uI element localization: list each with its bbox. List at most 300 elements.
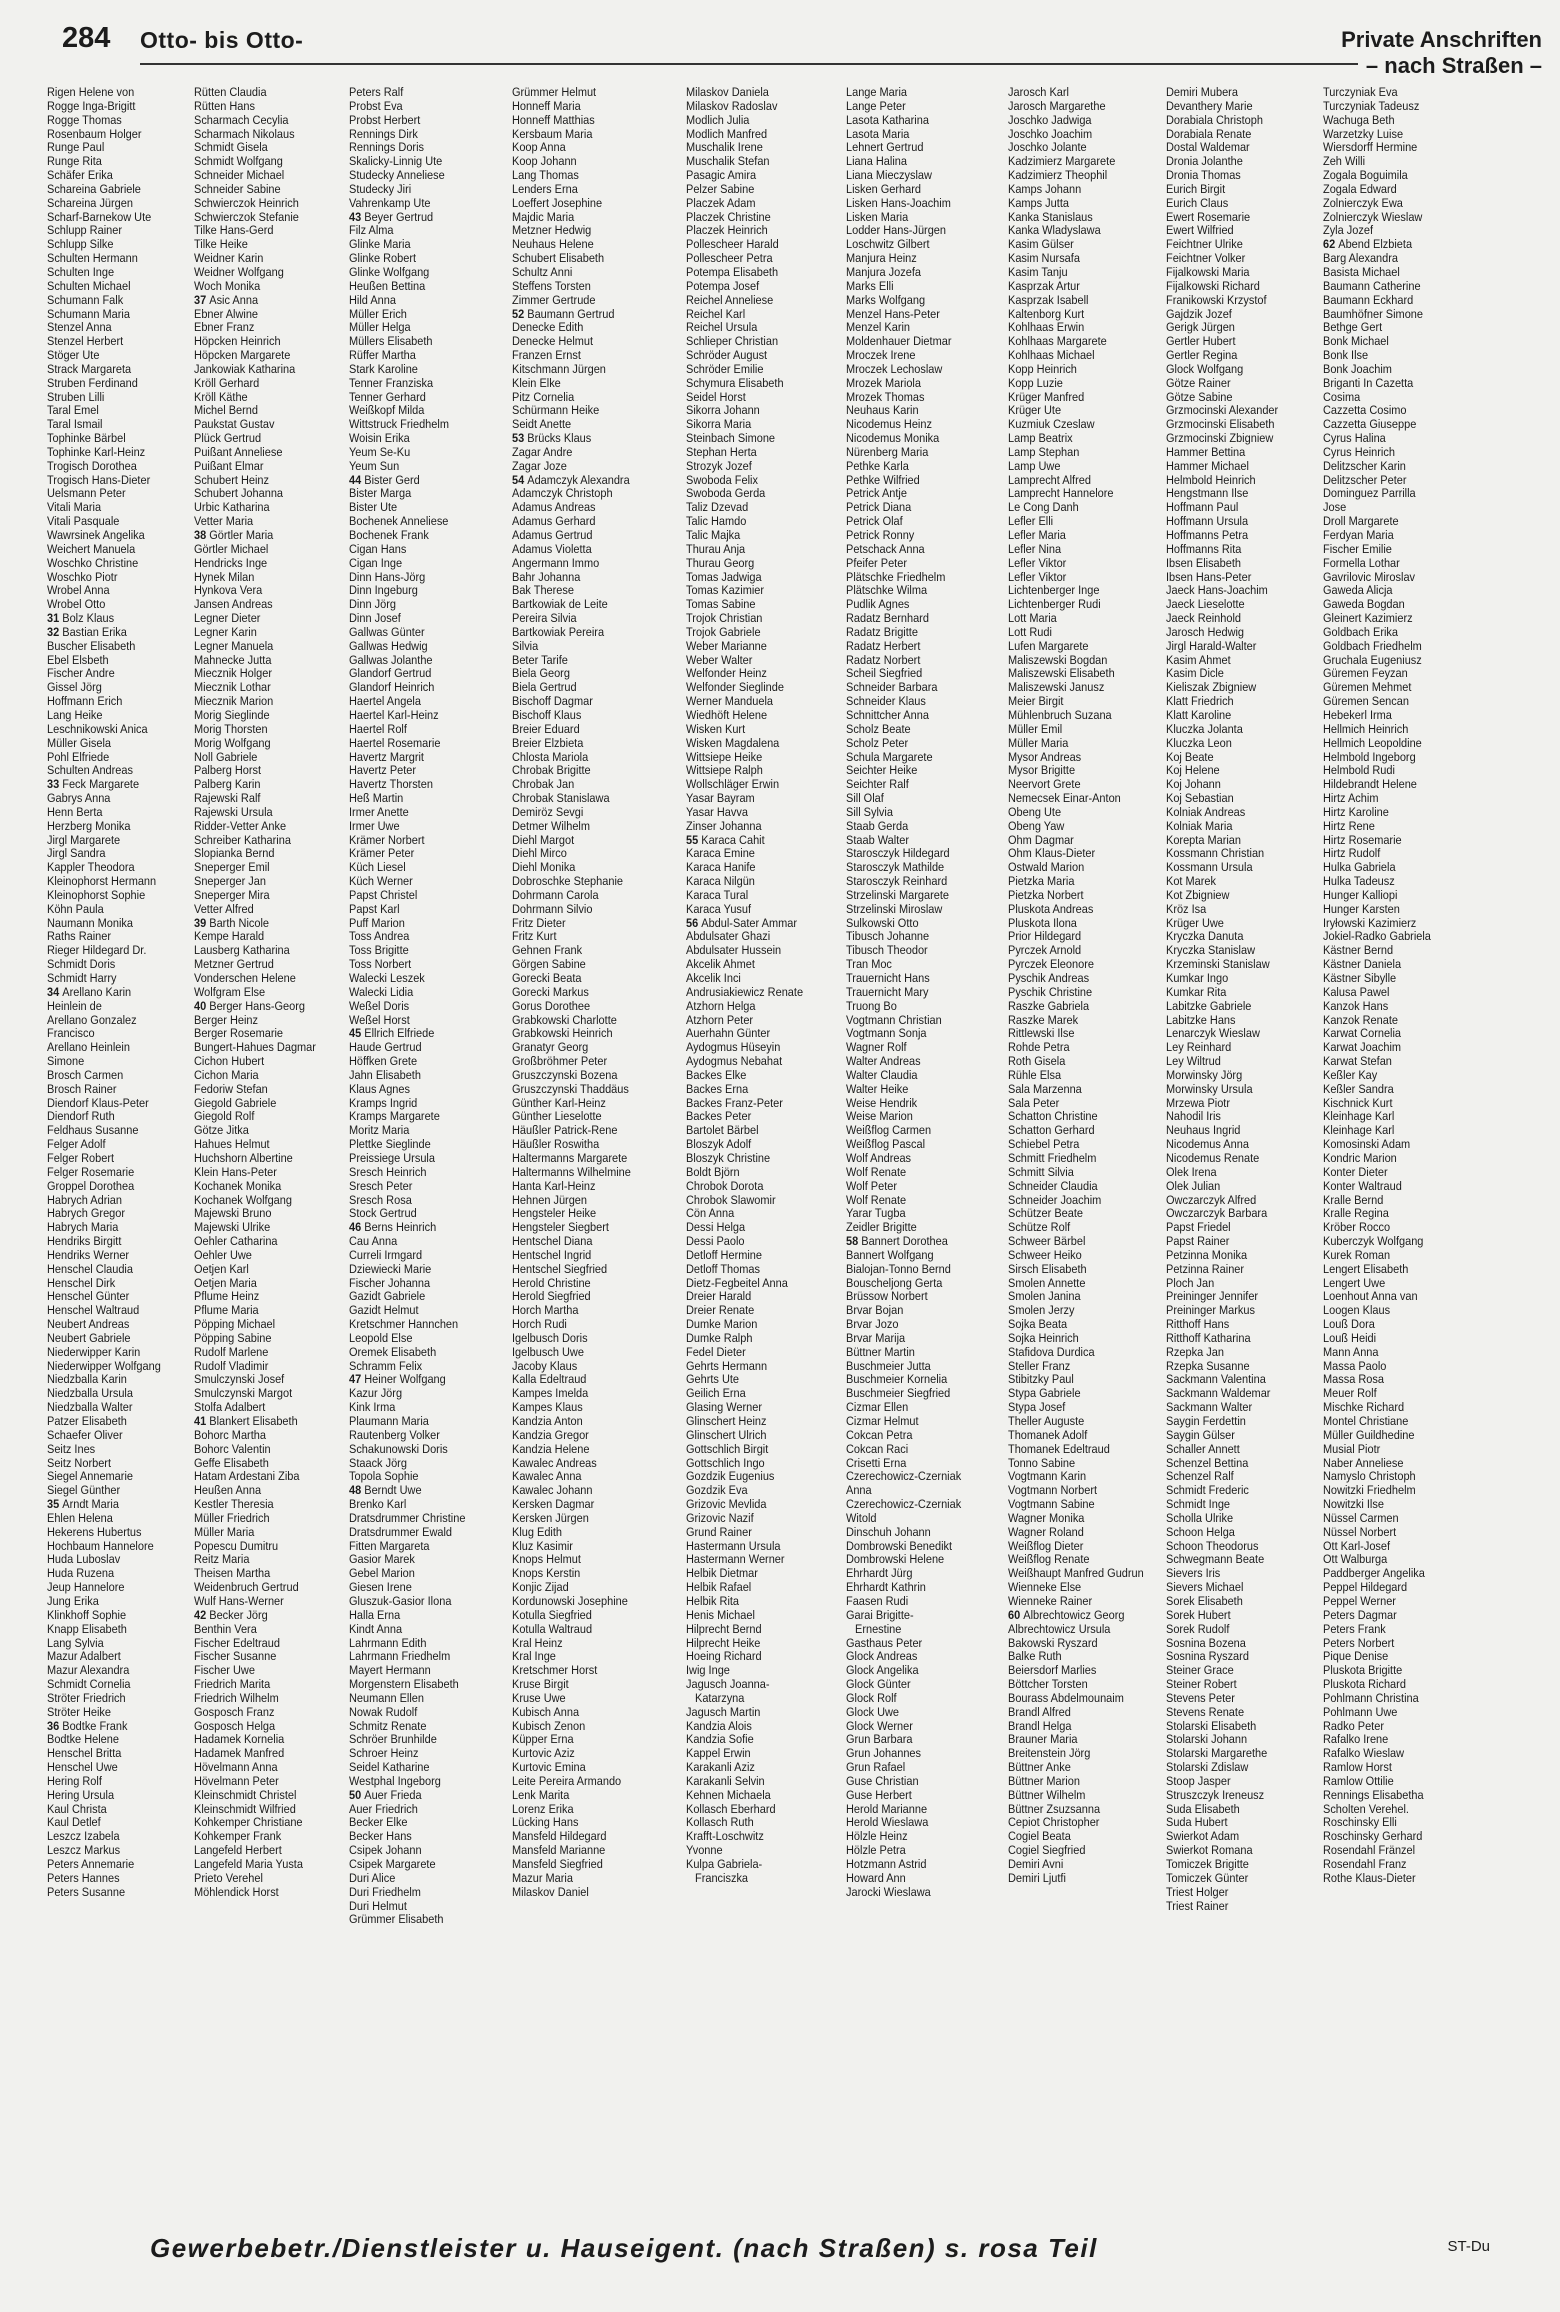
directory-entry: Detloff Hermine bbox=[686, 1247, 763, 1262]
directory-column bbox=[47, 86, 173, 1900]
directory-entry: Ibsen Hans-Peter bbox=[1166, 569, 1252, 584]
directory-entry: Kralle Bernd bbox=[1323, 1192, 1384, 1207]
directory-entry: 53 Brücks Klaus bbox=[512, 431, 592, 446]
directory-entry: Liana Mieczyslaw bbox=[846, 168, 932, 183]
directory-entry: Hendriks Birgitt bbox=[47, 1234, 122, 1249]
directory-entry: Schoon Theodorus bbox=[1166, 1538, 1259, 1553]
directory-entry: Probst Herbert bbox=[349, 112, 421, 127]
directory-entry: Mann Anna bbox=[1323, 1344, 1379, 1359]
directory-entry: Duri Friedhelm bbox=[349, 1884, 421, 1899]
directory-entry: Delitzscher Karin bbox=[1323, 458, 1406, 473]
directory-entry: Cogiel Beata bbox=[1008, 1829, 1071, 1844]
directory-entry: Plettke Sieglinde bbox=[349, 1137, 431, 1152]
directory-entry: Hastermann Werner bbox=[686, 1552, 785, 1567]
directory-entry: Kawalec Andreas bbox=[512, 1455, 597, 1470]
directory-entry: Seitz Norbert bbox=[47, 1455, 112, 1470]
directory-entry: Knops Kerstin bbox=[512, 1566, 581, 1581]
directory-entry: Kohlhaas Margarete bbox=[1008, 334, 1107, 349]
directory-entry: Kasim Gülser bbox=[1008, 237, 1074, 252]
directory-entry: Ridder-Vetter Anke bbox=[194, 818, 287, 833]
directory-entry: Fischer Johanna bbox=[349, 1275, 431, 1290]
directory-entry: Atzhorn Peter bbox=[686, 1012, 754, 1027]
directory-entry: Rüffer Martha bbox=[349, 348, 416, 363]
directory-entry: Krüger Ute bbox=[1008, 403, 1062, 418]
directory-entry: Joschko Joachim bbox=[1008, 126, 1093, 141]
house-number: 48 bbox=[349, 1483, 365, 1498]
directory-entry: Triest Rainer bbox=[1166, 1898, 1229, 1913]
directory-entry: Bartkowiak de Leite bbox=[512, 597, 608, 612]
directory-entry: Schweer Heiko bbox=[1008, 1247, 1082, 1262]
directory-entry: Lorenz Erika bbox=[512, 1801, 574, 1816]
directory-entry: Kretschmer Hannchen bbox=[349, 1317, 459, 1332]
directory-entry: Haude Gertrud bbox=[349, 1040, 422, 1055]
directory-column bbox=[512, 86, 644, 1900]
directory-entry: Marks Elli bbox=[846, 278, 894, 293]
directory-entry: Legner Manuela bbox=[194, 638, 274, 653]
directory-entry: Karakanli Selvin bbox=[686, 1773, 765, 1788]
directory-entry: Hering Rolf bbox=[47, 1773, 102, 1788]
directory-entry: Vonderschen Helene bbox=[194, 971, 296, 985]
directory-entry: Steller Franz bbox=[1008, 1358, 1071, 1373]
directory-entry: Breier Elzbieta bbox=[512, 735, 584, 750]
directory-entry: Maliszewski Janusz bbox=[1008, 680, 1105, 695]
directory-entry: Petrick Diana bbox=[846, 500, 912, 515]
directory-entry: Gallwas Günter bbox=[349, 624, 425, 639]
directory-entry: Lamp Uwe bbox=[1008, 458, 1061, 473]
directory-entry: Gajdzik Jozef bbox=[1166, 306, 1232, 321]
directory-entry: Baumhöfner Simone bbox=[1323, 306, 1423, 321]
directory-entry: Stafidova Durdica bbox=[1008, 1344, 1095, 1359]
directory-entry: Herold Marianne bbox=[846, 1801, 928, 1816]
directory-entry: Sala Marzenna bbox=[1008, 1081, 1082, 1096]
directory-entry: Bonk Joachim bbox=[1323, 361, 1392, 376]
directory-entry: Hoffmann Ursula bbox=[1166, 514, 1249, 529]
directory-entry: Friedrich Wilhelm bbox=[194, 1690, 279, 1705]
directory-entry: Glandorf Gertrud bbox=[349, 666, 432, 681]
directory-entry: Schröer Brunhilde bbox=[349, 1732, 437, 1747]
directory-entry: Wagner Monika bbox=[1008, 1510, 1085, 1525]
directory-entry: Sresch Heinrich bbox=[349, 1164, 427, 1179]
directory-entry: Buscher Elisabeth bbox=[47, 638, 136, 653]
directory-entry: Lefler Viktor bbox=[1008, 569, 1067, 584]
directory-entry: Joschko Jadwiga bbox=[1008, 112, 1092, 127]
directory-entry: Placzek Christine bbox=[686, 209, 771, 224]
directory-entry: Kestler Theresia bbox=[194, 1497, 274, 1512]
directory-entry: Kersbaum Maria bbox=[512, 126, 593, 141]
directory-entry: Legner Dieter bbox=[194, 611, 261, 626]
house-number: 38 bbox=[194, 528, 210, 542]
directory-entry: Klinkhoff Sophie bbox=[47, 1607, 127, 1622]
directory-entry: Suda Hubert bbox=[1166, 1815, 1228, 1830]
directory-entry: Kollasch Eberhard bbox=[686, 1801, 776, 1816]
directory-entry: Haltermanns Margarete bbox=[512, 1150, 628, 1165]
directory-entry: Taral Ismail bbox=[47, 417, 103, 432]
directory-entry: Puißant Elmar bbox=[194, 458, 264, 473]
directory-entry: Köhn Paula bbox=[47, 901, 104, 916]
directory-entry: Starosczyk Reinhard bbox=[846, 874, 948, 889]
directory-entry: Studecky Jiri bbox=[349, 181, 412, 196]
directory-entry: Ramlow Ottilie bbox=[1323, 1773, 1394, 1788]
directory-entry: Glock Angelika bbox=[846, 1663, 919, 1678]
directory-entry: Hengstmann Ilse bbox=[1166, 486, 1249, 501]
directory-entry: Stoop Jasper bbox=[1166, 1773, 1231, 1788]
directory-entry: Lasota Katharina bbox=[846, 112, 929, 127]
directory-entry: Duri Alice bbox=[349, 1870, 396, 1885]
directory-entry: Lamprecht Alfred bbox=[1008, 472, 1091, 487]
directory-entry: Bodtke Helene bbox=[47, 1732, 119, 1747]
directory-entry: Aydogmus Nebahat bbox=[686, 1054, 783, 1069]
directory-entry: Zinser Johanna bbox=[686, 818, 762, 833]
directory-entry: Kleinschmidt Christel bbox=[194, 1787, 297, 1802]
directory-entry: Kamps Jutta bbox=[1008, 195, 1069, 210]
directory-entry: Kandzia Sofie bbox=[686, 1732, 754, 1747]
directory-entry: Tilke Heike bbox=[194, 237, 248, 252]
directory-entry: Klein Hans-Peter bbox=[194, 1164, 277, 1179]
directory-entry: Hild Anna bbox=[349, 292, 396, 307]
directory-entry: Habrych Gregor bbox=[47, 1206, 126, 1221]
directory-entry: Dreier Renate bbox=[686, 1303, 755, 1318]
directory-entry: 44 Bister Gerd bbox=[349, 472, 420, 487]
directory-entry: Backes Franz-Peter bbox=[686, 1095, 783, 1110]
directory-entry: Wiedhöft Helene bbox=[686, 707, 768, 722]
directory-entry: Petzinna Monika bbox=[1166, 1247, 1248, 1262]
directory-entry: Kästner Daniela bbox=[1323, 957, 1402, 972]
directory-entry: Hoffmann Paul bbox=[1166, 500, 1239, 515]
directory-entry: Helbik Rafael bbox=[686, 1580, 752, 1595]
directory-entry: Musial Piotr bbox=[1323, 1441, 1381, 1456]
directory-entry: Placzek Adam bbox=[686, 195, 756, 210]
directory-entry: Hirtz Karoline bbox=[1323, 804, 1389, 819]
directory-entry: Müller Maria bbox=[194, 1524, 255, 1539]
directory-entry: Bloszyk Christine bbox=[686, 1150, 771, 1165]
directory-entry: Cepiot Christopher bbox=[1008, 1815, 1100, 1830]
directory-entry: Walter Andreas bbox=[846, 1054, 921, 1069]
directory-entry: Rosenbaum Holger bbox=[47, 126, 142, 141]
directory-entry: Pyrczek Arnold bbox=[1008, 943, 1082, 958]
directory-entry: Henn Berta bbox=[47, 804, 103, 819]
directory-entry: Pollescheer Harald bbox=[686, 237, 779, 252]
directory-entry: Becker Hans bbox=[349, 1829, 412, 1844]
directory-entry: Theisen Martha bbox=[194, 1566, 271, 1581]
directory-entry: Seidt Anette bbox=[512, 417, 572, 432]
directory-entry: Stypa Gabriele bbox=[1008, 1386, 1081, 1401]
directory-entry: Havertz Thorsten bbox=[349, 777, 433, 792]
directory-entry: Massa Rosa bbox=[1323, 1372, 1384, 1387]
directory-entry: Kanka Wladyslawa bbox=[1008, 223, 1101, 238]
directory-entry: 31 Bolz Klaus bbox=[47, 611, 115, 626]
directory-entry: Kochanek Wolfgang bbox=[194, 1192, 292, 1207]
directory-entry: Dessi Helga bbox=[686, 1220, 746, 1235]
directory-entry: Pöpping Michael bbox=[194, 1317, 276, 1332]
directory-entry: Lamp Stephan bbox=[1008, 444, 1080, 459]
directory-entry: Schaller Annett bbox=[1166, 1441, 1240, 1456]
directory-entry: Schakunowski Doris bbox=[349, 1441, 448, 1456]
directory-entry: Moritz Maria bbox=[349, 1123, 410, 1138]
directory-entry: Karaca Nilgün bbox=[686, 874, 755, 889]
directory-entry: Smulczynski Josef bbox=[194, 1372, 285, 1387]
directory-entry: Schumann Falk bbox=[47, 292, 124, 307]
directory-entry: Adamczyk Christoph bbox=[512, 486, 613, 501]
directory-entry: Potempa Josef bbox=[686, 278, 760, 293]
directory-entry: 48 Berndt Uwe bbox=[349, 1483, 422, 1498]
directory-entry: Meuer Rolf bbox=[1323, 1386, 1377, 1401]
directory-entry: Schlieper Christian bbox=[686, 334, 779, 349]
directory-entry: Weißflog Pascal bbox=[846, 1137, 926, 1152]
directory-entry: Toss Andrea bbox=[349, 929, 410, 944]
directory-column bbox=[194, 86, 330, 1900]
directory-entry: Balke Ruth bbox=[1008, 1649, 1062, 1664]
directory-entry: Detmer Wilhelm bbox=[512, 818, 591, 833]
directory-entry: Leszcz Izabela bbox=[47, 1829, 120, 1844]
directory-entry: Nicodemus Renate bbox=[1166, 1150, 1260, 1165]
directory-entry: Muschalik Stefan bbox=[686, 154, 770, 169]
directory-entry: Majewski Bruno bbox=[194, 1206, 272, 1221]
directory-entry: Felger Robert bbox=[47, 1150, 115, 1165]
directory-entry: Hentschel Diana bbox=[512, 1234, 593, 1249]
directory-entry: Woch Monika bbox=[194, 278, 261, 293]
directory-entry: Papst Friedel bbox=[1166, 1220, 1231, 1235]
directory-entry: Tran Moc bbox=[846, 957, 892, 972]
directory-entry: Hengsteler Siegbert bbox=[512, 1220, 609, 1235]
directory-entry: Steinbach Simone bbox=[686, 431, 776, 446]
directory-entry: Sirsch Elisabeth bbox=[1008, 1261, 1087, 1276]
directory-entry: Schwierczok Heinrich bbox=[194, 195, 299, 210]
directory-entry: Henschel Waltraud bbox=[47, 1303, 140, 1318]
directory-entry: Zolnierczyk Ewa bbox=[1323, 195, 1403, 210]
directory-entry: Bungert-Hahues Dagmar bbox=[194, 1040, 316, 1055]
directory-entry: Becker Elke bbox=[349, 1815, 408, 1830]
directory-entry: Kalla Edeltraud bbox=[512, 1372, 587, 1387]
directory-entry: Stenzel Anna bbox=[47, 320, 112, 335]
directory-entry: Bohorc Martha bbox=[194, 1427, 266, 1442]
directory-entry: Tonno Sabine bbox=[1008, 1455, 1076, 1470]
directory-entry: Kohkemper Christiane bbox=[194, 1815, 303, 1830]
directory-entry: Zagar Joze bbox=[512, 458, 567, 473]
directory-entry: Häußler Roswitha bbox=[512, 1137, 600, 1152]
directory-entry: Bochenek Anneliese bbox=[349, 514, 449, 529]
directory-entry: Garai Brigitte- bbox=[846, 1607, 914, 1622]
directory-entry: Honneff Matthias bbox=[512, 112, 595, 127]
directory-entry: Jagusch Martin bbox=[686, 1704, 761, 1719]
directory-entry: Peters Hannes bbox=[47, 1870, 120, 1885]
directory-entry: Radatz Brigitte bbox=[846, 624, 918, 639]
directory-entry: Glock Rolf bbox=[846, 1690, 897, 1705]
directory-entry: Prior Hildegard bbox=[1008, 929, 1082, 944]
directory-entry: Hilprecht Heike bbox=[686, 1635, 761, 1650]
directory-entry: Weißflog Carmen bbox=[846, 1123, 932, 1138]
directory-entry: Goldbach Friedhelm bbox=[1323, 638, 1422, 653]
directory-entry: Kawalec Anna bbox=[512, 1469, 582, 1484]
directory-entry: Metzner Gertrud bbox=[194, 957, 274, 972]
directory-entry: 56 Abdul-Sater Ammar bbox=[686, 915, 797, 930]
directory-entry: Kotulla Siegfried bbox=[512, 1607, 592, 1622]
directory-entry: Cau Anna bbox=[349, 1234, 398, 1249]
directory-entry: Buschmeier Kornelia bbox=[846, 1372, 948, 1387]
directory-entry: Granatyr Georg bbox=[512, 1040, 589, 1055]
directory-entry: Habrych Maria bbox=[47, 1220, 119, 1235]
directory-entry: Runge Rita bbox=[47, 154, 102, 169]
directory-entry: Hirtz Rosemarie bbox=[1323, 832, 1402, 847]
directory-entry: Lang Heike bbox=[47, 707, 103, 722]
directory-entry: Kopp Luzie bbox=[1008, 375, 1063, 390]
directory-entry: Kitschmann Jürgen bbox=[512, 361, 606, 376]
directory-entry: Kretschmer Horst bbox=[512, 1663, 598, 1678]
footer-note: Gewerbebetr./Dienstleister u. Hauseigent. (nach Straßen) s. rosa Teil bbox=[150, 2233, 1098, 2263]
directory-entry: Bartkowiak Pereira bbox=[512, 624, 605, 639]
directory-entry: Cyrus Halina bbox=[1323, 431, 1386, 446]
directory-entry: Obeng Ute bbox=[1008, 804, 1062, 819]
directory-entry: Koj Helene bbox=[1166, 763, 1220, 778]
directory-entry: Owczarczyk Alfred bbox=[1166, 1192, 1257, 1207]
directory-entry: Weise Marion bbox=[846, 1109, 913, 1124]
directory-entry: Formella Lothar bbox=[1323, 555, 1400, 570]
directory-entry: Schulten Andreas bbox=[47, 763, 133, 778]
directory-entry: Reichel Anneliese bbox=[686, 292, 774, 307]
directory-entry: Berger Rosemarie bbox=[194, 1026, 284, 1041]
page-header bbox=[0, 0, 1560, 80]
directory-entry: Lufen Margarete bbox=[1008, 638, 1089, 653]
directory-entry: Langefeld Herbert bbox=[194, 1843, 282, 1858]
directory-entry: Toss Brigitte bbox=[349, 943, 409, 958]
directory-entry: Sikorra Johann bbox=[686, 403, 760, 418]
house-number: 39 bbox=[194, 915, 210, 930]
directory-entry: Beter Tarife bbox=[512, 652, 568, 667]
directory-entry: Pohlmann Uwe bbox=[1323, 1704, 1398, 1719]
directory-entry: Möhlendick Horst bbox=[194, 1884, 279, 1899]
directory-entry: Fitten Margareta bbox=[349, 1538, 430, 1553]
directory-entry: Schneider Claudia bbox=[1008, 1178, 1098, 1193]
directory-entry: Backes Peter bbox=[686, 1109, 752, 1124]
directory-entry: Giesen Irene bbox=[349, 1580, 412, 1595]
directory-entry: Grzmocinski Alexander bbox=[1166, 403, 1279, 418]
directory-entry: Kopp Heinrich bbox=[1008, 361, 1077, 376]
directory-entry: Kampes Imelda bbox=[512, 1386, 589, 1401]
directory-entry: Kolniak Maria bbox=[1166, 818, 1233, 833]
directory-entry: Rigen Helene von bbox=[47, 85, 135, 99]
directory-entry: Kaul Detlef bbox=[47, 1815, 101, 1830]
directory-entry: Gosposch Helga bbox=[194, 1718, 276, 1733]
directory-entry: Lang Thomas bbox=[512, 168, 579, 183]
directory-entry: Francisco bbox=[47, 1026, 95, 1041]
directory-entry: Kasim Dicle bbox=[1166, 666, 1224, 681]
directory-entry: Hekerens Hubertus bbox=[47, 1524, 142, 1539]
directory-entry: Kersken Dagmar bbox=[512, 1497, 595, 1512]
directory-entry: Plätschke Wilma bbox=[846, 583, 928, 598]
directory-entry: Goldbach Erika bbox=[1323, 624, 1398, 639]
directory-entry: Mazur Maria bbox=[512, 1870, 573, 1885]
directory-entry: Gorecki Beata bbox=[512, 971, 582, 985]
directory-entry: Schmidt Doris bbox=[47, 957, 116, 972]
directory-entry: Glasing Werner bbox=[686, 1400, 763, 1415]
directory-entry: Jacoby Klaus bbox=[512, 1358, 578, 1373]
directory-entry: Petschack Anna bbox=[846, 541, 925, 556]
directory-entry: Müller Friedrich bbox=[194, 1510, 270, 1525]
directory-entry: Sorek Hubert bbox=[1166, 1607, 1231, 1622]
directory-entry: Yeum Sun bbox=[349, 458, 400, 473]
directory-entry: Angermann Immo bbox=[512, 555, 600, 570]
directory-entry: Helbik Rita bbox=[686, 1593, 740, 1608]
directory-entry: Schulten Inge bbox=[47, 264, 115, 279]
directory-entry: Stark Karoline bbox=[349, 361, 418, 376]
directory-entry: Gosposch Franz bbox=[194, 1704, 275, 1719]
directory-entry: Helmbold Ingeborg bbox=[1323, 749, 1416, 764]
directory-entry: Demiri Mubera bbox=[1166, 85, 1238, 99]
directory-entry: Kasim Ahmet bbox=[1166, 652, 1231, 667]
directory-entry: Nüssel Carmen bbox=[1323, 1510, 1399, 1525]
directory-entry: Pollescheer Petra bbox=[686, 251, 773, 266]
section-subtitle: – nach Straßen – bbox=[1358, 53, 1542, 79]
directory-entry: Pluskota Andreas bbox=[1008, 901, 1094, 916]
directory-entry: Hastermann Ursula bbox=[686, 1538, 781, 1553]
directory-entry: Klatt Friedrich bbox=[1166, 694, 1234, 709]
directory-entry: Thurau Georg bbox=[686, 555, 755, 570]
directory-entry: Bartolet Bärbel bbox=[686, 1123, 759, 1138]
directory-entry: Zagar Andre bbox=[512, 444, 573, 459]
directory-entry: Strzelinski Miroslaw bbox=[846, 901, 943, 916]
directory-entry: Scholz Beate bbox=[846, 721, 911, 736]
directory-entry: Karaca Hanife bbox=[686, 860, 756, 875]
directory-entry: Pietzka Norbert bbox=[1008, 887, 1084, 902]
directory-entry: Schäfer Erika bbox=[47, 168, 113, 183]
directory-entry: Petrick Olaf bbox=[846, 514, 903, 529]
directory-entry: Weßel Doris bbox=[349, 998, 410, 1013]
directory-entry: Henschel Günter bbox=[47, 1289, 130, 1304]
directory-entry: Dronia Thomas bbox=[1166, 168, 1241, 183]
directory-entry: Kadzimierz Theophil bbox=[1008, 168, 1108, 183]
directory-entry: Keßler Kay bbox=[1323, 1067, 1378, 1082]
directory-entry: Karwat Stefan bbox=[1323, 1054, 1392, 1069]
directory-entry: Ehlen Helena bbox=[47, 1510, 113, 1525]
directory-entry: Langefeld Maria Yusta bbox=[194, 1857, 303, 1871]
directory-entry: Bochenek Frank bbox=[349, 528, 429, 542]
directory-entry: Ott Karl-Josef bbox=[1323, 1538, 1391, 1553]
directory-entry: Csipek Margarete bbox=[349, 1857, 436, 1871]
directory-entry: Namyslo Christoph bbox=[1323, 1469, 1416, 1484]
directory-entry: Radko Peter bbox=[1323, 1718, 1384, 1733]
directory-entry: Gertler Hubert bbox=[1166, 334, 1236, 349]
directory-entry: Starosczyk Hildegard bbox=[846, 846, 950, 861]
directory-entry: Preininger Markus bbox=[1166, 1303, 1256, 1318]
directory-entry: Henschel Dirk bbox=[47, 1275, 116, 1290]
directory-entry: Feichtner Volker bbox=[1166, 251, 1246, 266]
directory-entry: Ramlow Horst bbox=[1323, 1760, 1392, 1775]
directory-entry: Kuberczyk Wolfgang bbox=[1323, 1234, 1424, 1249]
directory-entry: Franzen Ernst bbox=[512, 348, 581, 363]
directory-entry: Pelzer Sabine bbox=[686, 181, 755, 196]
directory-entry: Cigan Hans bbox=[349, 541, 407, 556]
directory-entry: Heußen Anna bbox=[194, 1483, 262, 1498]
directory-entry: 62 Abend Elzbieta bbox=[1323, 237, 1413, 252]
directory-entry: Schneider Sabine bbox=[194, 181, 281, 196]
house-number: 34 bbox=[47, 984, 63, 999]
directory-entry: Klaus Agnes bbox=[349, 1081, 410, 1096]
directory-entry: Koop Anna bbox=[512, 140, 566, 155]
directory-entry: Wienneke Else bbox=[1008, 1580, 1082, 1595]
directory-entry: Peppel Hildegard bbox=[1323, 1580, 1408, 1595]
directory-entry: Chrobak Stanislawa bbox=[512, 791, 610, 806]
directory-entry: Hering Ursula bbox=[47, 1787, 115, 1802]
directory-entry: Kleinschmidt Wilfried bbox=[194, 1801, 296, 1816]
header-rule bbox=[140, 63, 1538, 65]
directory-entry: Kandzia Helene bbox=[512, 1441, 590, 1456]
directory-entry: Jaeck Hans-Joachim bbox=[1166, 583, 1268, 598]
directory-entry: Czerechowicz-Czerniak bbox=[846, 1469, 962, 1484]
directory-entry: 37 Asic Anna bbox=[194, 292, 259, 307]
directory-entry: Plätschke Friedhelm bbox=[846, 569, 946, 584]
directory-entry: Kohkemper Frank bbox=[194, 1829, 282, 1844]
directory-entry: Glandorf Heinrich bbox=[349, 680, 435, 695]
directory-entry: Haertel Rolf bbox=[349, 721, 407, 736]
